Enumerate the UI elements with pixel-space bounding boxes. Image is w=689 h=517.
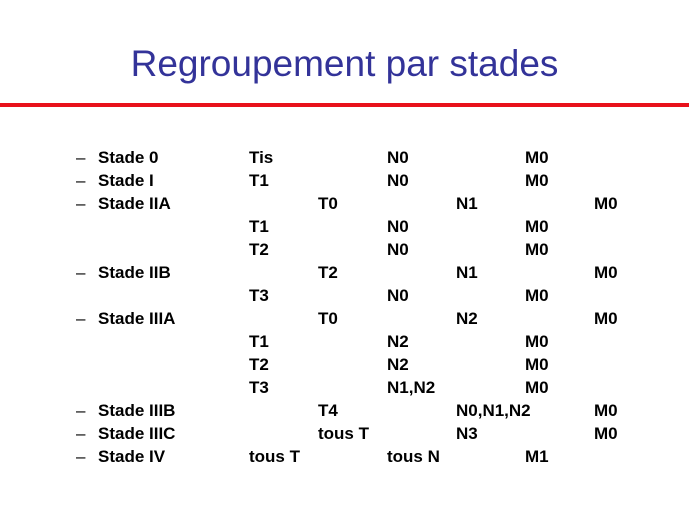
n-value: N0 bbox=[387, 148, 409, 167]
t-value: Tis bbox=[249, 148, 274, 167]
stage-row bbox=[0, 330, 689, 353]
stage-row bbox=[0, 215, 689, 238]
t-value: tous T bbox=[318, 424, 369, 443]
title-divider-line bbox=[0, 103, 689, 107]
n-value: N0 bbox=[387, 286, 409, 305]
bullet-dash: – bbox=[76, 171, 86, 190]
n-value: tous N bbox=[387, 447, 440, 466]
bullet-dash: – bbox=[76, 424, 86, 443]
bullet-dash: – bbox=[76, 309, 86, 328]
stage-table bbox=[0, 146, 689, 468]
m-value: M0 bbox=[525, 171, 549, 190]
stage-label: Stade IIB bbox=[98, 263, 171, 282]
t-value: tous T bbox=[249, 447, 300, 466]
t-value: T3 bbox=[249, 378, 269, 397]
stage-row bbox=[0, 284, 689, 307]
n-value: N0,N1,N2 bbox=[456, 401, 531, 420]
m-value: M0 bbox=[594, 401, 618, 420]
t-value: T1 bbox=[249, 217, 269, 236]
bullet-dash: – bbox=[76, 447, 86, 466]
slide-title: Regroupement par stades bbox=[130, 43, 559, 84]
title-divider bbox=[0, 103, 689, 107]
stage-label: Stade IV bbox=[98, 447, 166, 466]
stage-row bbox=[0, 376, 689, 399]
stage-label: Stade IIIC bbox=[98, 424, 176, 443]
stage-row bbox=[0, 445, 689, 468]
t-value: T3 bbox=[249, 286, 269, 305]
t-value: T4 bbox=[318, 401, 338, 420]
m-value: M1 bbox=[525, 447, 549, 466]
stage-row bbox=[0, 192, 689, 215]
n-value: N1,N2 bbox=[387, 378, 436, 397]
stage-row bbox=[0, 169, 689, 192]
m-value: M0 bbox=[525, 148, 549, 167]
t-value: T0 bbox=[318, 309, 338, 328]
bullet-dash: – bbox=[76, 401, 86, 420]
stage-label: Stade IIIB bbox=[98, 401, 176, 420]
m-value: M0 bbox=[525, 217, 549, 236]
bullet-dash: – bbox=[76, 263, 86, 282]
n-value: N0 bbox=[387, 171, 409, 190]
n-value: N1 bbox=[456, 194, 478, 213]
m-value: M0 bbox=[594, 194, 618, 213]
m-value: M0 bbox=[525, 355, 549, 374]
t-value: T2 bbox=[249, 240, 269, 259]
n-value: N3 bbox=[456, 424, 478, 443]
bullet-dash: – bbox=[76, 194, 86, 213]
n-value: N1 bbox=[456, 263, 478, 282]
stage-label: Stade I bbox=[98, 171, 154, 190]
m-value: M0 bbox=[525, 286, 549, 305]
t-value: T0 bbox=[318, 194, 338, 213]
m-value: M0 bbox=[525, 332, 549, 351]
n-value: N0 bbox=[387, 240, 409, 259]
m-value: M0 bbox=[525, 240, 549, 259]
t-value: T2 bbox=[249, 355, 269, 374]
stage-row bbox=[0, 261, 689, 284]
stage-row bbox=[0, 353, 689, 376]
n-value: N2 bbox=[387, 332, 409, 351]
m-value: M0 bbox=[594, 309, 618, 328]
bullet-dash: – bbox=[76, 148, 86, 167]
n-value: N0 bbox=[387, 217, 409, 236]
stage-row bbox=[0, 146, 689, 169]
stage-row bbox=[0, 307, 689, 330]
stage-label: Stade IIIA bbox=[98, 309, 176, 328]
stage-label: Stade IIA bbox=[98, 194, 171, 213]
n-value: N2 bbox=[456, 309, 478, 328]
t-value: T1 bbox=[249, 171, 269, 190]
t-value: T1 bbox=[249, 332, 269, 351]
stage-row bbox=[0, 238, 689, 261]
stage-label: Stade 0 bbox=[98, 148, 159, 167]
n-value: N2 bbox=[387, 355, 409, 374]
stage-row bbox=[0, 399, 689, 422]
m-value: M0 bbox=[525, 378, 549, 397]
m-value: M0 bbox=[594, 424, 618, 443]
t-value: T2 bbox=[318, 263, 338, 282]
m-value: M0 bbox=[594, 263, 618, 282]
stage-row bbox=[0, 422, 689, 445]
